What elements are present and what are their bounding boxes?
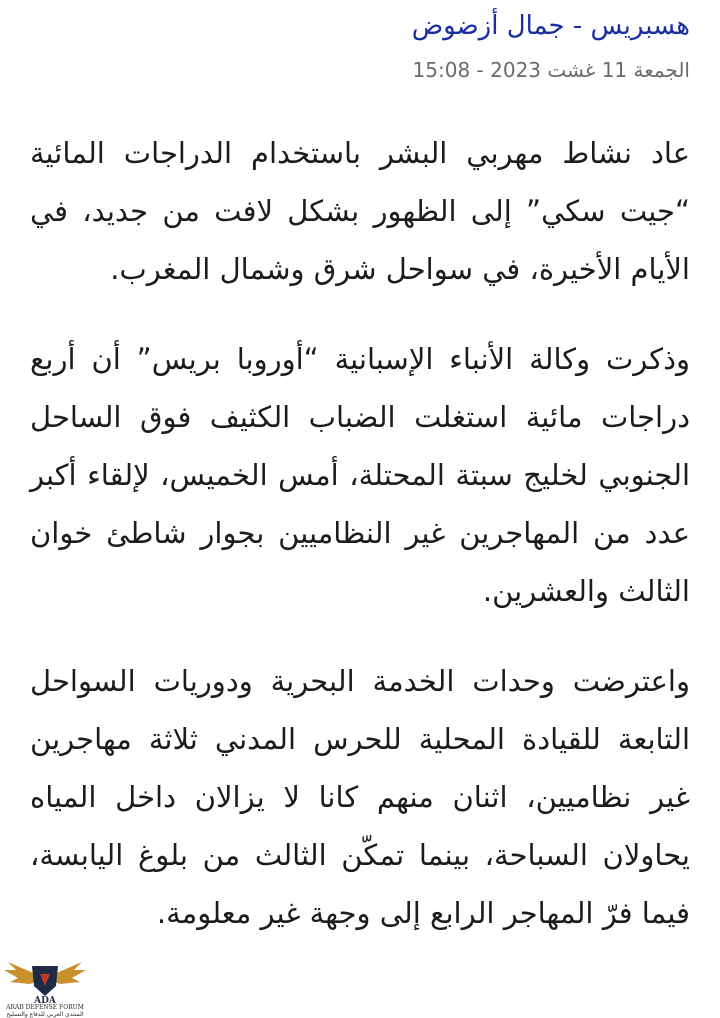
article-dateline: الجمعة 11 غشت 2023 - 15:08: [412, 58, 690, 82]
article-paragraph-2: وذكرت وكالة الأنباء الإسبانية “أوروبا بريس” أن أربع دراجات مائية استغلت الضباب الكثيف فوق الساحل الجنوبي لخليج سبتة المحتلة، أمس الخميس، لإلقاء أكبر عدد من المهاجرين غير النظاميين بجوار شاطئ خوان الثالث والعشرين.: [30, 342, 690, 608]
article-paragraph-1: عاد نشاط مهربي البشر باستخدام الدراجات المائية “جيت سكي” إلى الظهور بشكل لافت من جديد، في الأيام الأخيرة، في سواحل شرق وشمال المغرب.: [30, 136, 690, 286]
article-paragraph-3: واعترضت وحدات الخدمة البحرية ودوريات السواحل التابعة للقيادة المحلية للحرس المدني ثلاثة مهاجرين غير نظاميين، اثنان منهم كانا لا يزالان داخل المياه يحاولان السباحة، بينما تمكّن الثالث من بلوغ اليابسة، فيما فرّ المهاجر الرابع إلى وجهة غير معلومة.: [30, 664, 690, 930]
article-body: [30, 124, 690, 974]
watermark-name: ARAB DEFENSE FORUM: [6, 1004, 84, 1011]
eagle-shield-icon: [0, 956, 90, 1004]
watermark-logo: [0, 956, 90, 1018]
byline-link[interactable]: هسبريس - جمال أزضوض: [411, 11, 690, 41]
watermark-tagline: المنتدى العربي للدفاع والتسليح: [6, 1011, 84, 1018]
watermark-initials: ADA: [34, 996, 56, 1004]
